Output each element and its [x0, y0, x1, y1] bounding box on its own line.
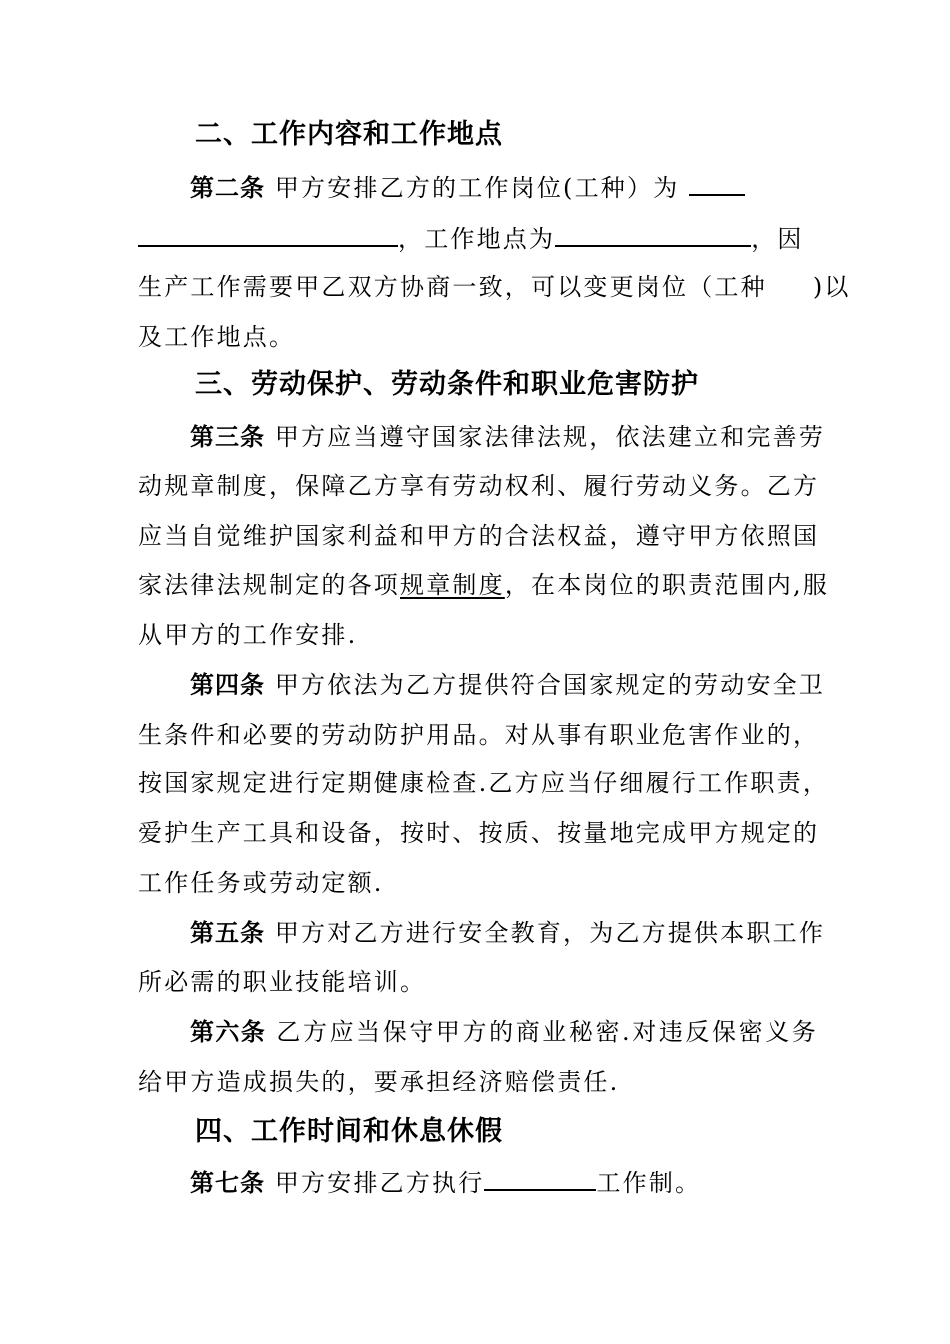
article-3-text-1: 甲方应当遵守国家法律法规，依法建立和完善劳: [274, 423, 826, 451]
section-heading-3: 三、劳动保护、劳动条件和职业危害防护: [195, 369, 699, 400]
article-4-line-4: 爱护生产工具和设备，按时、按质、按量地完成甲方规定的: [138, 819, 820, 847]
article-6-line-1: [190, 1017, 818, 1047]
article-5-line-1: [190, 918, 826, 948]
article-2-text-3b: )以: [812, 273, 851, 301]
article-2-label: 第二条: [190, 174, 265, 202]
article-4-text-1: 甲方依法为乙方提供符合国家规定的劳动安全卫: [274, 671, 826, 699]
section-heading-4: 四、工作时间和休息休假: [195, 1116, 503, 1147]
article-3-line-1: [190, 422, 826, 452]
article-7-text-1b: 工作制。: [596, 1169, 702, 1197]
article-2-text-2b: ，因: [751, 225, 804, 253]
article-6-line-2: 给甲方造成损失的，要承担经济赔偿责任.: [138, 1068, 620, 1096]
article-4-line-3: 按国家规定进行定期健康检查.乙方应当仔细履行工作职责，: [138, 769, 830, 797]
article-4-line-5: 工作任务或劳动定额.: [138, 869, 384, 897]
article-3-line-5: 从甲方的工作安排.: [138, 621, 358, 649]
article-3-line-3: 应当自觉维护国家利益和甲方的合法权益，遵守甲方依照国: [138, 522, 820, 550]
article-2-line-1: [190, 172, 818, 203]
article-4-line-1: [190, 670, 826, 700]
blank-work-location[interactable]: [555, 223, 751, 247]
blank-job-position-2[interactable]: [138, 223, 398, 247]
article-7-line-1: [190, 1167, 818, 1198]
article-3-line-2: 动规章制度，保障乙方享有劳动权利、履行劳动义务。乙方: [138, 472, 820, 500]
article-2-text-1: 甲方安排乙方的工作岗位(工种）为: [274, 174, 680, 202]
article-2-text-3a: 生产工作需要甲乙双方协商一致，可以变更岗位（工种: [138, 273, 767, 301]
article-7-label: 第七条: [190, 1169, 265, 1197]
article-3-line-4: [138, 570, 830, 600]
article-2-line-4: 及工作地点。: [138, 323, 296, 351]
article-5-text-1: 甲方对乙方进行安全教育，为乙方提供本职工作: [274, 919, 826, 947]
article-5-line-2: 所必需的职业技能培训。: [138, 968, 427, 996]
article-5-label: 第五条: [190, 919, 265, 947]
blank-job-position-1[interactable]: [689, 172, 745, 196]
article-2-line-3: [138, 272, 851, 302]
article-2-line-2: [138, 223, 818, 254]
article-7-text-1a: 甲方安排乙方执行: [274, 1169, 485, 1197]
article-4-line-2: 生条件和必要的劳动防护用品。对从事有职业危害作业的，: [138, 721, 820, 749]
article-3-text-4b: ，在本岗位的职责范围内,服: [504, 571, 830, 599]
article-3-text-4-underlined: 规章制度: [400, 571, 505, 599]
blank-work-system[interactable]: [484, 1167, 596, 1191]
section-heading-2: 二、工作内容和工作地点: [195, 119, 503, 150]
article-3-text-4a: 家法律法规制定的各项: [138, 571, 400, 599]
article-2-text-2a: ，工作地点为: [398, 225, 556, 253]
article-6-text-1: 乙方应当保守甲方的商业秘密.对违反保密义务: [276, 1018, 818, 1046]
article-6-label: 第六条: [190, 1018, 267, 1046]
article-4-label: 第四条: [190, 671, 265, 699]
article-3-label: 第三条: [190, 423, 265, 451]
